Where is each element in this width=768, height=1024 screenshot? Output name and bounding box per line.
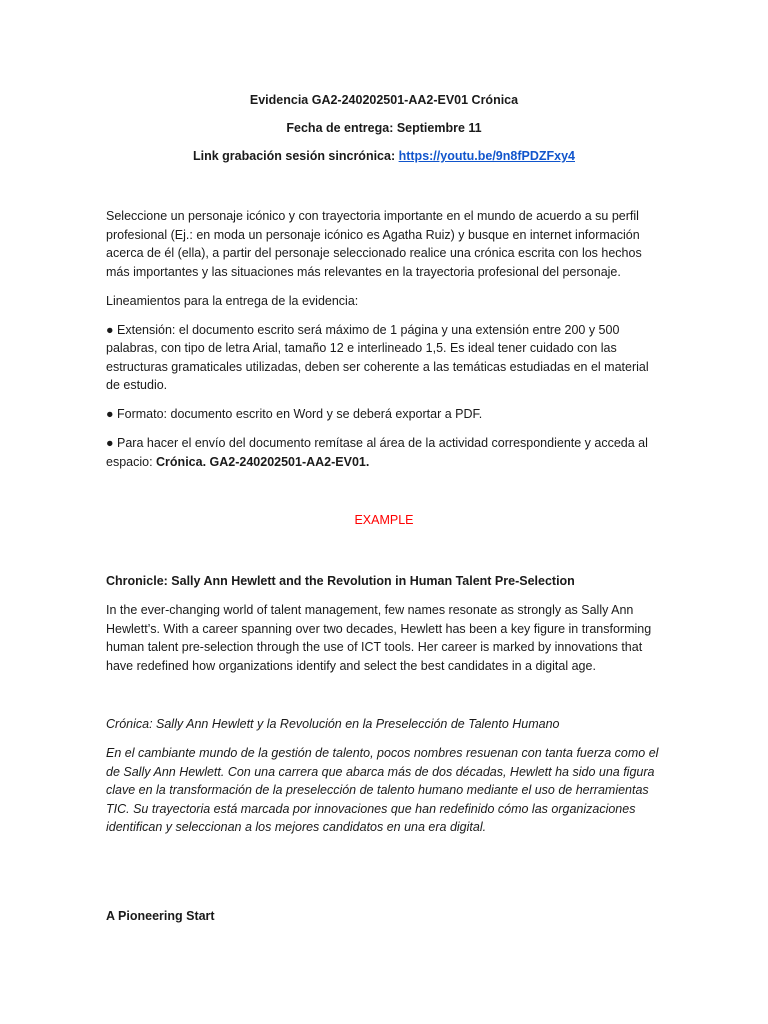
guidelines-title: Lineamientos para la entrega de la evidencia:	[106, 293, 359, 308]
guideline-format: ● Formato: documento escrito en Word y se deberá exportar a PDF.	[106, 407, 483, 421]
guideline-extension: ● Extensión: el documento escrito será máximo de 1 página y una extensión entre 200 y 500 palabras, con tipo de letra Arial, tamaño 12 e interlineado 1,5. Es ideal tener cuidado con las estructuras gramaticales utilizadas, deben ser coherente a las temáticas estudiadas en el material de estudio.	[106, 322, 649, 392]
english-title: Chronicle: Sally Ann Hewlett and the Revolution in Human Talent Pre-Selection	[106, 574, 575, 588]
guideline-submission	[106, 434, 662, 471]
submission-text: ● Para hacer el envío del documento remítase al área de la actividad correspondiente y acceda al espacio:	[106, 436, 648, 469]
spanish-chronicle	[106, 715, 662, 847]
due-date: Fecha de entrega: Septiembre 11	[286, 121, 482, 135]
intro-paragraph: Seleccione un personaje icónico y con trayectoria importante en el mundo de acuerdo a su perfil profesional (Ej.: en moda un personaje icónico es Agatha Ruiz) y busque en internet información acerca de él (ella), a partir del personaje seleccionado realice una crónica escrita con los hechos más importantes y las situaciones más relevantes en la trayectoria profesional del personaje.	[106, 209, 642, 279]
document-title: Evidencia GA2-240202501-AA2-EV01 Crónica	[249, 93, 519, 107]
instructions	[106, 207, 662, 482]
example-label: EXAMPLE	[354, 513, 414, 527]
spanish-paragraph: En el cambiante mundo de la gestión de talento, pocos nombres resuenan con tanta fuerza como el de Sally Ann Hewlett. Con una carrera que abarca más de dos décadas, Hewlett ha sido una figura clave en la transformación de la preselección de talento humano mediante el uso de herramientas TIC. Su trayectoria está marcada por innovaciones que han redefinido cómo las organizaciones identifican y seleccionan a los mejores candidatos en una era digital.	[106, 746, 659, 834]
recording-link-label: Link grabación sesión sincrónica:	[192, 149, 399, 163]
submission-space: Crónica. GA2-240202501-AA2-EV01.	[156, 454, 370, 469]
english-paragraph: In the ever-changing world of talent management, few names resonate as strongly as Sally Ann Hewlett’s. With a career spanning over two decades, Hewlett has been a key figure in transforming human talent pre-selection through the use of ICT tools. Her career is marked by innovations that have redefined how organizations identify and select the best candidates in a digital age.	[106, 603, 652, 673]
recording-link-line	[0, 147, 768, 166]
recording-link[interactable]: https://youtu.be/9n8fPDZFxy4	[398, 149, 575, 163]
document-header	[0, 91, 768, 175]
section-heading: A Pioneering Start	[106, 909, 215, 923]
spanish-title: Crónica: Sally Ann Hewlett y la Revolución en la Preselección de Talento Humano	[106, 717, 560, 731]
english-chronicle	[106, 572, 662, 686]
